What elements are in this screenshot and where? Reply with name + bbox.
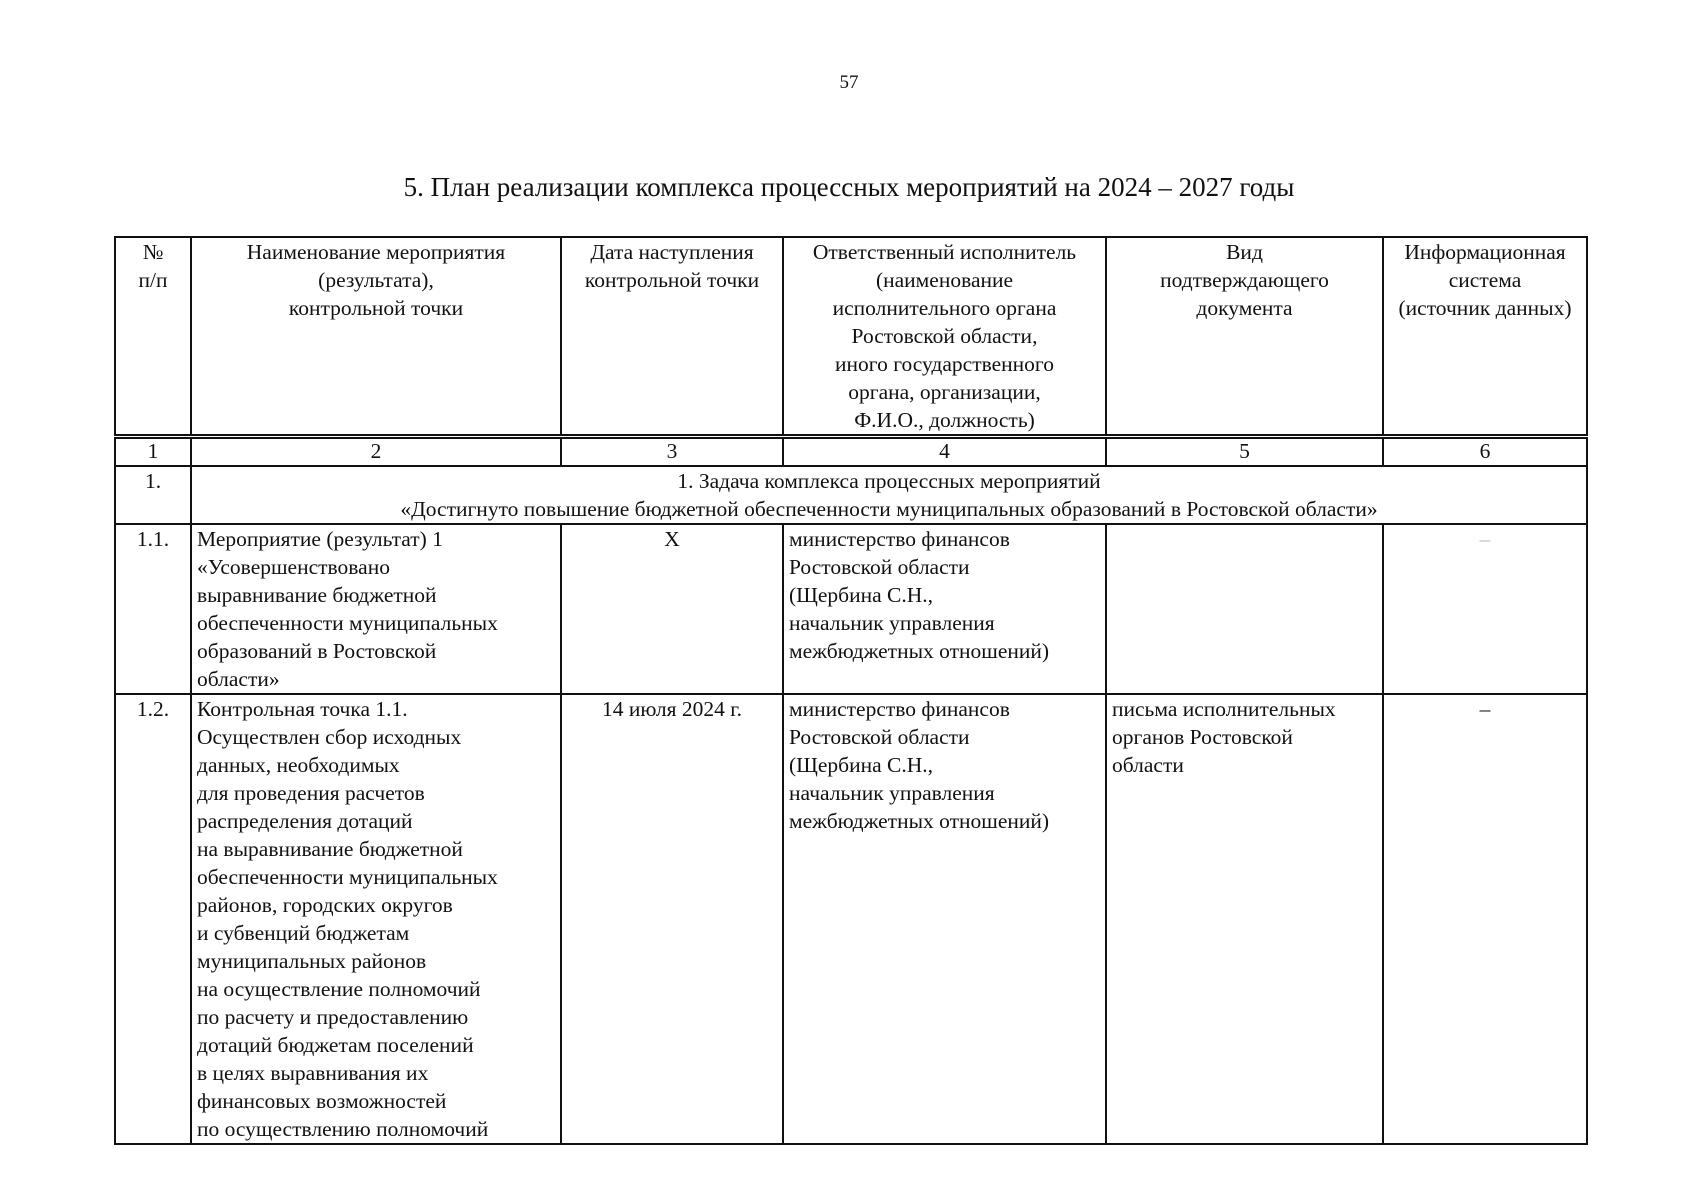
responsible-executor: министерство финансов Ростовской области (Щербина С.Н., начальник управления межбюджетных отношений) (783, 524, 1106, 694)
information-system: – (1383, 524, 1587, 694)
document-type: письма исполнительных органов Ростовской области (1106, 694, 1383, 1144)
document-type (1106, 524, 1383, 694)
control-date: 14 июля 2024 г. (561, 694, 783, 1144)
header-information-system: Информационная система (источник данных) (1383, 237, 1587, 437)
column-number: 1 (115, 437, 191, 467)
header-control-date: Дата наступления контрольной точки (561, 237, 783, 437)
implementation-plan-table (114, 236, 1588, 1145)
column-number: 4 (783, 437, 1106, 467)
information-system: – (1383, 694, 1587, 1144)
task-text: 1. Задача комплекса процессных мероприятий «Достигнуто повышение бюджетной обеспеченности муниципальных образований в Ростовской области» (191, 466, 1587, 524)
control-date: Х (561, 524, 783, 694)
table-row (115, 524, 1587, 694)
activity-name: Мероприятие (результат) 1 «Усовершенствовано выравнивание бюджетной обеспеченности муниципальных образований в Ростовской области» (191, 524, 561, 694)
column-number: 5 (1106, 437, 1383, 467)
document-title: 5. План реализации комплекса процессных мероприятий на 2024 – 2027 годы (403, 172, 1295, 202)
task-number: 1. (115, 466, 191, 524)
column-number: 2 (191, 437, 561, 467)
column-numbering-row (115, 437, 1587, 467)
header-number: № п/п (115, 237, 191, 437)
table-row (115, 694, 1587, 1144)
column-number: 3 (561, 437, 783, 467)
activity-name: Контрольная точка 1.1. Осуществлен сбор исходных данных, необходимых для проведения расчетов распределения дотаций на выравнивание бюджетной обеспеченности муниципальных районов, городских округов и субвенций бюджетам муниципальных районов на осуществление полномочий по расчету и предоставлению дотаций бюджетам поселений в целях выравнивания их финансовых возможностей по осуществлению полномочий (191, 694, 561, 1144)
column-number: 6 (1383, 437, 1587, 467)
row-number: 1.1. (115, 524, 191, 694)
header-activity-name: Наименование мероприятия (результата), контрольной точки (191, 237, 561, 437)
header-document-type: Вид подтверждающего документа (1106, 237, 1383, 437)
table-header-row (115, 237, 1587, 437)
responsible-executor: министерство финансов Ростовской области (Щербина С.Н., начальник управления межбюджетных отношений) (783, 694, 1106, 1144)
task-row (115, 466, 1587, 524)
page-number: 57 (839, 72, 859, 93)
header-responsible-executor: Ответственный исполнитель (наименование исполнительного органа Ростовской области, иного государственного органа, организации, Ф.И.О., должность) (783, 237, 1106, 437)
row-number: 1.2. (115, 694, 191, 1144)
